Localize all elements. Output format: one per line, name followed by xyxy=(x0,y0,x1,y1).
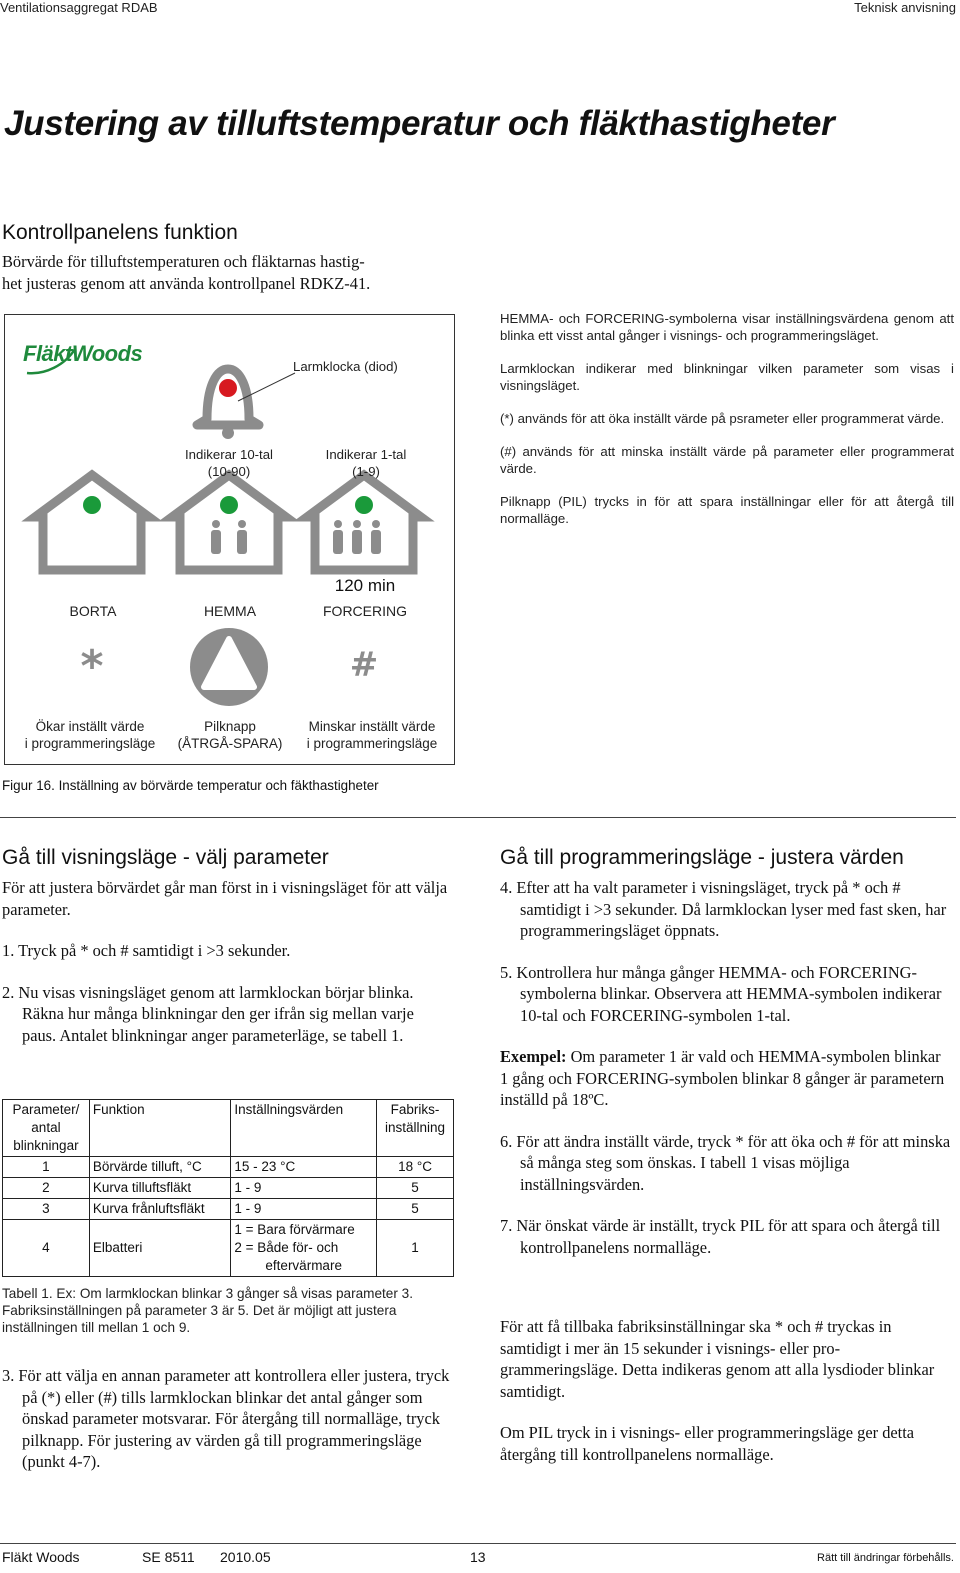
table-cell: 15 - 23 °C xyxy=(231,1157,377,1178)
table-cell: 4 xyxy=(3,1220,90,1277)
left-intro: För att justera börvärdet går man först in i visningsläget för att välja parameter. xyxy=(2,878,448,919)
alarm-label: Larmklocka (diod) xyxy=(293,359,398,374)
tens-label-line-1: Indikerar 10-tal xyxy=(185,447,273,462)
table-header: Parameter/ antal blinkningar xyxy=(3,1100,90,1157)
table-cell: 5 xyxy=(377,1199,454,1220)
table-cell: Börvärde tilluft, °C xyxy=(89,1157,230,1178)
step-7: 7. När önskat värde är inställt, tryck PIL för att spara och återgå till kontrollpanelens normalläge. xyxy=(500,1216,941,1257)
factory-reset-text: För att få tillbaka fabriksinställningar ska * och # tryckas in samtidigt i mer än 15 sekunder i visnings- eller programmeringsläge. Detta indikeras genom att alla lysdioder blinkar samtidigt. xyxy=(500,1317,935,1401)
footer-company: Fläkt Woods xyxy=(2,1549,80,1565)
pil-note: Om PIL tryck in i visnings- eller programmeringsläge ger detta återgång till kontrollpanelens normalläge. xyxy=(500,1423,915,1464)
table-cell: 2 xyxy=(3,1178,90,1199)
example-paragraph xyxy=(500,1046,952,1111)
step-5: 5. Kontrollera hur många gånger HEMMA- och FORCERING-symbolerna blinkar. Observera att HEMMA-symbolen indikerar 10-tal och FORCERING-symbolen 1-tal. xyxy=(500,962,942,1025)
star-description-line-1: Ökar inställt värde xyxy=(35,719,145,734)
ones-label-line-1: Indikerar 1-tal xyxy=(325,447,407,462)
hemma-label: HEMMA xyxy=(203,603,257,619)
alarm-led xyxy=(219,379,237,397)
table-header: Fabriks-inställning xyxy=(377,1100,454,1157)
right-column-body xyxy=(500,877,952,1465)
tens-label xyxy=(169,446,289,480)
table-header-row xyxy=(3,1100,454,1157)
side-note: Pilknapp (PIL) trycks in för att spara inställningar eller för att återgå till normalläge. xyxy=(500,494,954,526)
right-column-heading: Gå till programmeringsläge - justera värden xyxy=(500,846,904,869)
footer-divider xyxy=(0,1543,956,1544)
table-cell: 1 - 9 xyxy=(231,1199,377,1220)
table-caption: Tabell 1. Ex: Om larmklockan blinkar 3 gånger så visas parameter 3. Fabriksinställningen på parameter 3 är 5. Det är möjligt att justera inställningen till mellan 1 och 9. xyxy=(2,1286,414,1335)
forcering-label: FORCERING xyxy=(323,603,407,619)
table-cell: Kurva frånluftsfläkt xyxy=(89,1199,230,1220)
table-cell: 1 xyxy=(3,1157,90,1178)
table-cell xyxy=(231,1220,377,1277)
side-note: Larmklockan indikerar med blinkningar vilken parameter som visas i visningsläget. xyxy=(500,361,954,393)
figure-caption: Figur 16. Inställning av börvärde temperatur och fäkthastigheter xyxy=(2,778,379,793)
timer-label: 120 min xyxy=(334,576,396,595)
step-2: 2. Nu visas visningsläget genom att larmklockan börjar blinka. Räkna hur många blinkningar den ger ifrån sig mellan varje paus. Antalet blinkningar anger parameterläge, se tabell 1. xyxy=(2,982,414,1045)
hemma-led xyxy=(220,496,238,514)
pil-description xyxy=(170,718,290,752)
table-header: Inställningsvärden xyxy=(231,1100,377,1157)
table-cell: 1 xyxy=(377,1220,454,1277)
borta-led xyxy=(83,496,101,514)
intro-line-1: Börvärde för tilluftstemperaturen och fläktarnas hastig- xyxy=(2,252,365,271)
pil-description-line-2: (ÅTRGÅ-SPARA) xyxy=(177,736,283,751)
star-description-line-2: i programmeringsläge xyxy=(24,736,156,751)
forcering-led xyxy=(355,496,373,514)
ones-label-line-2: (1-9) xyxy=(352,464,380,479)
step-3: 3. För att välja en annan parameter att kontrollera eller justera, tryck på (*) eller (#) tills larmklockan blinkar det antal gånger som önskad parameter motsvarar. För återgång till normalläge, tryck pilknapp. För justering av värden gå till programmeringsläge (punkt 4-7). xyxy=(2,1366,450,1471)
control-panel-graphic xyxy=(5,315,454,764)
section-divider xyxy=(0,817,956,818)
house-forcering-icon xyxy=(307,475,421,570)
ones-label xyxy=(306,446,426,480)
page-number: 13 xyxy=(470,1549,486,1565)
side-note: (*) används för att öka inställt värde på psrameter eller programmerat värde. xyxy=(500,411,945,426)
table-row xyxy=(3,1220,454,1277)
hash-description-line-2: i programmeringsläge xyxy=(306,736,438,751)
fläktwoods-logo: FläktWoods xyxy=(23,341,143,366)
header-left: Ventilationsaggregat RDAB xyxy=(0,0,158,15)
step-4: 4. Efter att ha valt parameter i visningsläget, tryck på * och # samtidigt i >3 sekunder. Då larmklockan lyser med fast sken, har programmeringsläget öppnats. xyxy=(500,878,947,940)
step-1: 1. Tryck på * och # samtidigt i >3 sekunder. xyxy=(2,941,291,960)
footer-rights: Rätt till ändringar förbehålls. xyxy=(817,1552,954,1564)
intro-heading: Kontrollpanelens funktion xyxy=(2,221,238,244)
left-column-heading: Gå till visningsläge - välj parameter xyxy=(2,846,329,869)
side-note: HEMMA- och FORCERING-symbolerna visar inställningsvärdena genom att blinka ett visst antal gånger i visnings- och programmeringsläget. xyxy=(500,311,954,343)
table-row xyxy=(3,1178,454,1199)
table-cell: 5 xyxy=(377,1178,454,1199)
hash-description-line-1: Minskar inställt värde xyxy=(308,719,436,734)
parameter-table xyxy=(2,1099,454,1277)
page-title: Justering av tilluftstemperatur och fläkthastigheter xyxy=(4,104,835,143)
pil-button-icon xyxy=(190,628,268,706)
table-cell: 1 - 9 xyxy=(231,1178,377,1199)
table-cell: Elbatteri xyxy=(89,1220,230,1277)
control-panel-figure xyxy=(4,314,455,765)
star-description xyxy=(15,718,165,752)
left-column-body xyxy=(2,877,450,1046)
tens-label-line-2: (10-90) xyxy=(207,464,251,479)
footer-code: SE 8511 xyxy=(142,1549,195,1565)
example-text: Om parameter 1 är vald och HEMMA-symbolen blinkar 1 gång och FORCERING-symbolen blinkar 8 gånger är parametern inställd på 18ºC. xyxy=(500,1047,945,1109)
table-cell-line: eftervärmare xyxy=(265,1258,342,1273)
house-hemma-icon xyxy=(172,475,286,570)
table-row xyxy=(3,1199,454,1220)
table-cell-line: 1 = Bara förvärmare xyxy=(234,1222,355,1237)
footer-date: 2010.05 xyxy=(220,1549,271,1565)
hash-description xyxy=(293,718,451,752)
intro-text xyxy=(2,251,452,294)
pil-description-line-1: Pilknapp xyxy=(204,719,256,734)
step-6: 6. För att ändra inställt värde, tryck * för att öka och # för att minska så många steg som önskas. I tabell 1 visas möjliga inställningsvärden. xyxy=(500,1131,951,1194)
star-button-icon: * xyxy=(80,641,104,692)
house-borta-icon xyxy=(35,475,149,570)
side-note: (#) används för att minska inställt värde på parameter eller programmerat värde. xyxy=(500,444,954,476)
hash-button-icon: # xyxy=(349,645,379,685)
table-cell: 18 °C xyxy=(377,1157,454,1178)
example-label: Exempel: xyxy=(500,1047,567,1066)
table-cell: 3 xyxy=(3,1199,90,1220)
borta-label: BORTA xyxy=(69,603,117,619)
side-notes xyxy=(500,310,954,527)
table-row xyxy=(3,1157,454,1178)
table-header: Funktion xyxy=(89,1100,230,1157)
header-right: Teknisk anvisning xyxy=(854,0,956,15)
intro-line-2: het justeras genom att använda kontrollpanel RDKZ-41. xyxy=(2,273,371,293)
table-cell-line: 2 = Både för- och xyxy=(234,1240,339,1255)
table-cell: Kurva tilluftsfläkt xyxy=(89,1178,230,1199)
